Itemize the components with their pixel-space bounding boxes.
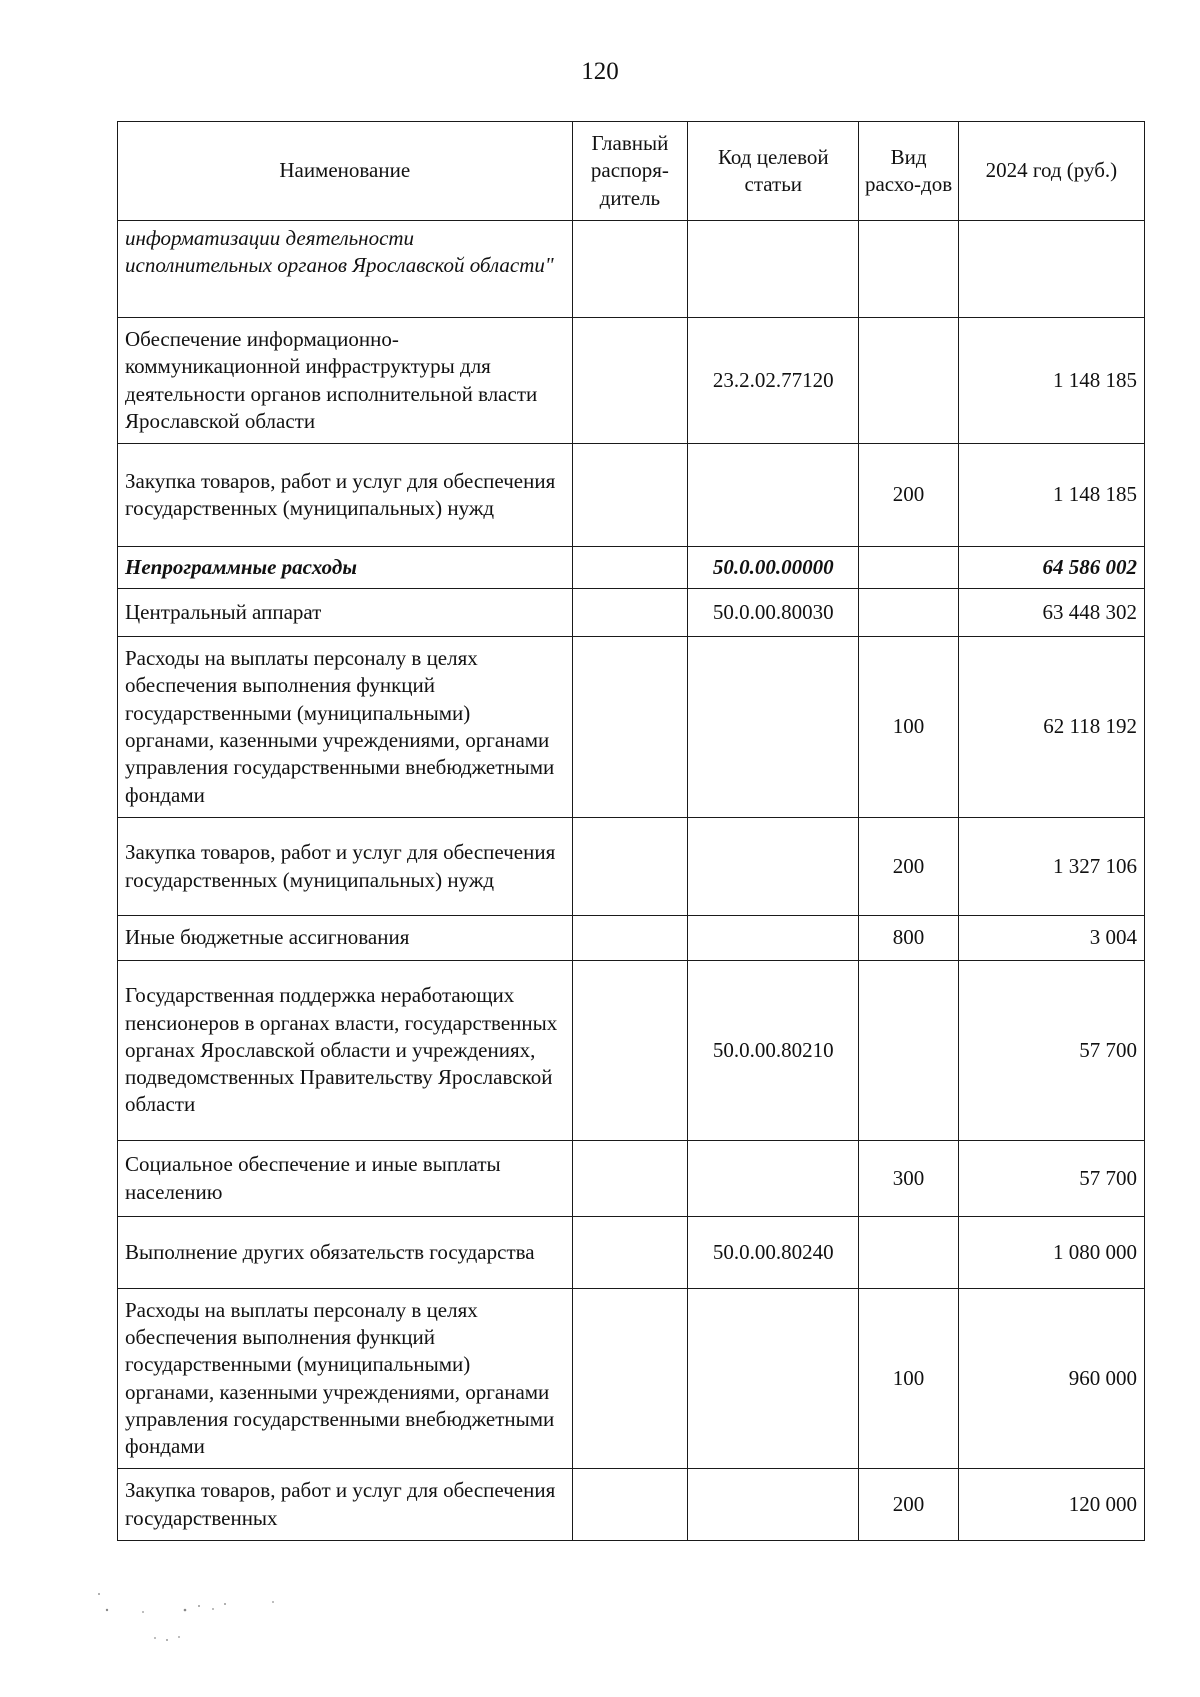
row-name: Иные бюджетные ассигнования	[118, 916, 573, 961]
row-amount: 64 586 002	[958, 547, 1144, 589]
row-code: 50.0.00.80240	[688, 1217, 859, 1289]
table-header-row	[118, 122, 1145, 221]
row-type: 800	[859, 916, 959, 961]
row-code	[688, 444, 859, 547]
row-type: 200	[859, 444, 959, 547]
row-type	[859, 961, 959, 1141]
row-name: Расходы на выплаты персоналу в целях обеспечения выполнения функций государственными (муниципальными) органами, казенными учреждениями, органами управления государственными внебюджетными фондами	[118, 1289, 573, 1469]
row-manager	[572, 547, 688, 589]
row-code: 50.0.00.80210	[688, 961, 859, 1141]
row-manager	[572, 637, 688, 818]
row-amount: 62 118 192	[958, 637, 1144, 818]
row-manager	[572, 221, 688, 318]
row-manager	[572, 1469, 688, 1541]
row-amount: 1 327 106	[958, 818, 1144, 916]
row-amount: 1 148 185	[958, 318, 1144, 444]
row-manager	[572, 916, 688, 961]
row-code	[688, 1141, 859, 1217]
row-type: 300	[859, 1141, 959, 1217]
row-code	[688, 1469, 859, 1541]
row-code: 23.2.02.77120	[688, 318, 859, 444]
row-type	[859, 589, 959, 637]
row-name: Закупка товаров, работ и услуг для обеспечения государственных (муниципальных) нужд	[118, 444, 573, 547]
scan-specks	[95, 1590, 295, 1650]
header-manager: Главный распоря-дитель	[572, 122, 688, 221]
table-row	[118, 637, 1145, 818]
row-type: 200	[859, 818, 959, 916]
row-code	[688, 818, 859, 916]
row-name: Обеспечение информационно-коммуникационной инфраструктуры для деятельности органов исполнительной власти Ярославской области	[118, 318, 573, 444]
row-manager	[572, 1289, 688, 1469]
table-row	[118, 221, 1145, 318]
row-amount: 63 448 302	[958, 589, 1144, 637]
row-name: Социальное обеспечение и иные выплаты населению	[118, 1141, 573, 1217]
table-row	[118, 916, 1145, 961]
table-row	[118, 589, 1145, 637]
row-manager	[572, 1217, 688, 1289]
row-code	[688, 221, 859, 318]
row-manager	[572, 318, 688, 444]
row-amount: 960 000	[958, 1289, 1144, 1469]
header-name: Наименование	[118, 122, 573, 221]
row-manager	[572, 1141, 688, 1217]
table-row	[118, 547, 1145, 589]
row-type	[859, 547, 959, 589]
row-type	[859, 221, 959, 318]
row-amount: 1 148 185	[958, 444, 1144, 547]
table-row	[118, 1217, 1145, 1289]
row-type	[859, 1217, 959, 1289]
row-amount: 57 700	[958, 1141, 1144, 1217]
row-type	[859, 318, 959, 444]
row-manager	[572, 961, 688, 1141]
row-manager	[572, 589, 688, 637]
table-row	[118, 1141, 1145, 1217]
page-number: 120	[581, 58, 619, 85]
row-code	[688, 916, 859, 961]
header-type: Вид расхо-дов	[859, 122, 959, 221]
row-name: информатизации деятельности исполнительных органов Ярославской области"	[118, 221, 573, 318]
row-name: Государственная поддержка неработающих пенсионеров в органах власти, государственных органах Ярославской области и учреждениях, подведомственных Правительству Ярославской области	[118, 961, 573, 1141]
row-name: Закупка товаров, работ и услуг для обеспечения государственных (муниципальных) нужд	[118, 818, 573, 916]
row-amount: 3 004	[958, 916, 1144, 961]
table-row	[118, 818, 1145, 916]
row-name: Расходы на выплаты персоналу в целях обеспечения выполнения функций государственными (муниципальными) органами, казенными учреждениями, органами управления государственными внебюджетными фондами	[118, 637, 573, 818]
header-code: Код целевой статьи	[688, 122, 859, 221]
row-code: 50.0.00.00000	[688, 547, 859, 589]
row-type: 200	[859, 1469, 959, 1541]
row-type: 100	[859, 1289, 959, 1469]
row-amount: 57 700	[958, 961, 1144, 1141]
budget-table	[117, 121, 1145, 1541]
row-amount: 120 000	[958, 1469, 1144, 1541]
row-name: Центральный аппарат	[118, 589, 573, 637]
row-name: Непрограммные расходы	[118, 547, 573, 589]
row-amount	[958, 221, 1144, 318]
row-name: Закупка товаров, работ и услуг для обеспечения государственных	[118, 1469, 573, 1541]
table-row	[118, 1289, 1145, 1469]
table-row	[118, 318, 1145, 444]
table-row	[118, 444, 1145, 547]
row-code: 50.0.00.80030	[688, 589, 859, 637]
row-manager	[572, 444, 688, 547]
row-type: 100	[859, 637, 959, 818]
row-manager	[572, 818, 688, 916]
table-row	[118, 1469, 1145, 1541]
row-code	[688, 1289, 859, 1469]
row-name: Выполнение других обязательств государства	[118, 1217, 573, 1289]
table-row	[118, 961, 1145, 1141]
row-code	[688, 637, 859, 818]
row-amount: 1 080 000	[958, 1217, 1144, 1289]
header-amount: 2024 год (руб.)	[958, 122, 1144, 221]
